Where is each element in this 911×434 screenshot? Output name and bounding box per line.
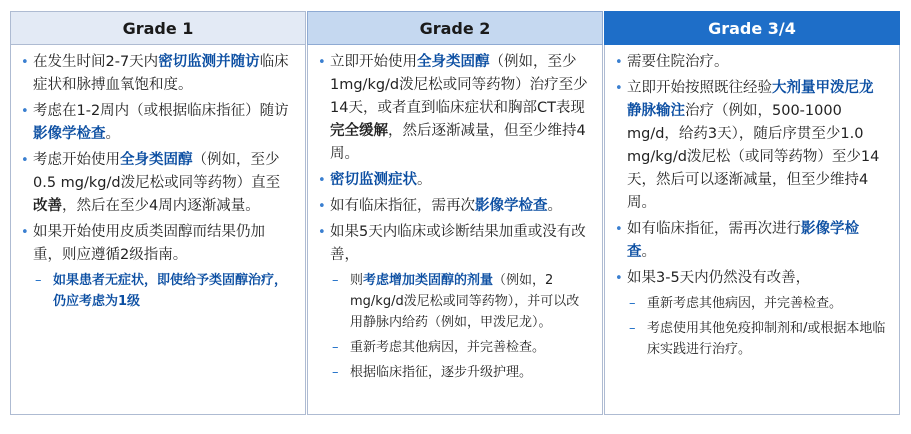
sub-text: 则: [350, 273, 364, 288]
list-item: [615, 51, 887, 74]
sub-text: 如果患者无症状，即使给予类固醇治疗，仍应考虑为1级: [53, 273, 288, 309]
list-item: [318, 169, 590, 192]
list-item: [318, 221, 590, 267]
dash-icon: –: [35, 273, 42, 288]
sub-text: （例如，2 mg/kg/d泼尼松或同等药物），并可以改用静脉内给药（例如，甲泼尼龙）。: [350, 273, 580, 330]
item-highlight: 影像学检查: [627, 221, 859, 260]
header-grade-3-4: Grade 3/4: [604, 11, 900, 45]
list-item: [615, 77, 887, 215]
item-text: （例如，至少0.5 mg/kg/d泼尼松或同等药物）直至: [33, 152, 281, 191]
header-grade-2: Grade 2: [307, 11, 603, 45]
item-text: 如有临床指征，需再次进行: [627, 221, 801, 237]
bullet-icon: •: [318, 225, 326, 240]
sub-text: 考虑使用其他免疫抑制剂和/或根据本地临床实践进行治疗。: [647, 321, 886, 357]
list-item: [21, 100, 293, 146]
sub-highlight: 考虑增加类固醇的剂量: [363, 273, 494, 288]
item-text: （例如，至少1mg/kg/d泼尼松或同等药物）治疗至少14天，或者直到临床症状和胸部CT表现: [330, 54, 588, 116]
sub-item: [318, 362, 590, 383]
item-text: 临床症状和脉搏血氧饱和度。: [33, 54, 289, 93]
bullet-icon: •: [615, 81, 623, 96]
bullet-icon: •: [615, 271, 623, 286]
sub-text: 根据临床指征，逐步升级护理。: [350, 365, 533, 380]
item-text: ，然后逐渐减量，但至少维持4周。: [330, 123, 586, 162]
bullet-icon: •: [21, 104, 29, 119]
bullet-icon: •: [615, 222, 623, 237]
item-text: 考虑在1-2周内（或根据临床指征）随访: [33, 103, 289, 119]
sub-item: [21, 270, 293, 312]
list-item: [318, 51, 590, 166]
item-text: 。: [547, 198, 562, 214]
item-text: 需要住院治疗。: [627, 54, 729, 70]
item-highlight: 密切监测症状: [330, 172, 417, 188]
item-text: 治疗（例如，500-1000 mg/d，给药3天），随后序贯至少1.0 mg/kg/d泼尼松（或同等药物）至少14天，然后可以逐渐减量，但至少维持4周。: [627, 103, 880, 211]
bullet-icon: •: [21, 225, 29, 240]
sub-text: 重新考虑其他病因，并完善检查。: [647, 296, 843, 311]
bullet-icon: •: [318, 55, 326, 70]
item-highlight: 密切监测并随访: [158, 54, 260, 70]
item-bold: 改善: [33, 198, 62, 214]
item-text: 。: [417, 172, 432, 188]
dash-icon: –: [629, 296, 636, 311]
sub-item: [615, 293, 887, 314]
list-item: [318, 195, 590, 218]
sub-item: [615, 318, 887, 360]
bullet-icon: •: [21, 153, 29, 168]
item-text: 如果5天内临床或诊断结果加重或没有改善，: [330, 224, 586, 263]
grade-2-column: [307, 45, 603, 415]
item-text: 。: [105, 126, 120, 142]
list-item: [615, 267, 887, 290]
dash-icon: –: [332, 273, 339, 288]
grade-1-column: [10, 45, 306, 415]
item-text: 如有临床指征，需再次: [330, 198, 475, 214]
bullet-icon: •: [318, 199, 326, 214]
item-highlight: 影像学检查: [475, 198, 548, 214]
header-grade-1: Grade 1: [10, 11, 306, 45]
item-text: 如果3-5天内仍然没有改善，: [627, 270, 811, 286]
item-highlight: 影像学检查: [33, 126, 106, 142]
bullet-icon: •: [318, 173, 326, 188]
item-text: 考虑开始使用: [33, 152, 120, 168]
list-item: [21, 51, 293, 97]
sub-item: [318, 270, 590, 333]
list-item: [615, 218, 887, 264]
sub-item: [318, 337, 590, 358]
dash-icon: –: [332, 365, 339, 380]
item-text: 。: [641, 244, 656, 260]
dash-icon: –: [629, 321, 636, 336]
bullet-icon: •: [615, 55, 623, 70]
item-text: 立即开始使用: [330, 54, 417, 70]
list-item: [21, 149, 293, 218]
item-text: 立即开始按照既往经验: [627, 80, 772, 96]
dash-icon: –: [332, 340, 339, 355]
sub-text: 重新考虑其他病因，并完善检查。: [350, 340, 546, 355]
item-bold: 完全缓解: [330, 123, 388, 139]
item-text: ，然后在至少4周内逐渐减量。: [62, 198, 260, 214]
item-highlight: 全身类固醇: [417, 54, 490, 70]
item-text: 如果开始使用皮质类固醇而结果仍加重，则应遵循2级指南。: [33, 224, 265, 263]
item-highlight: 大剂量甲泼尼龙静脉输注: [627, 80, 874, 119]
item-highlight: 全身类固醇: [120, 152, 193, 168]
grade-3-4-column: [604, 45, 900, 415]
bullet-icon: •: [21, 55, 29, 70]
list-item: [21, 221, 293, 267]
item-text: 在发生时间2-7天内: [33, 54, 159, 70]
